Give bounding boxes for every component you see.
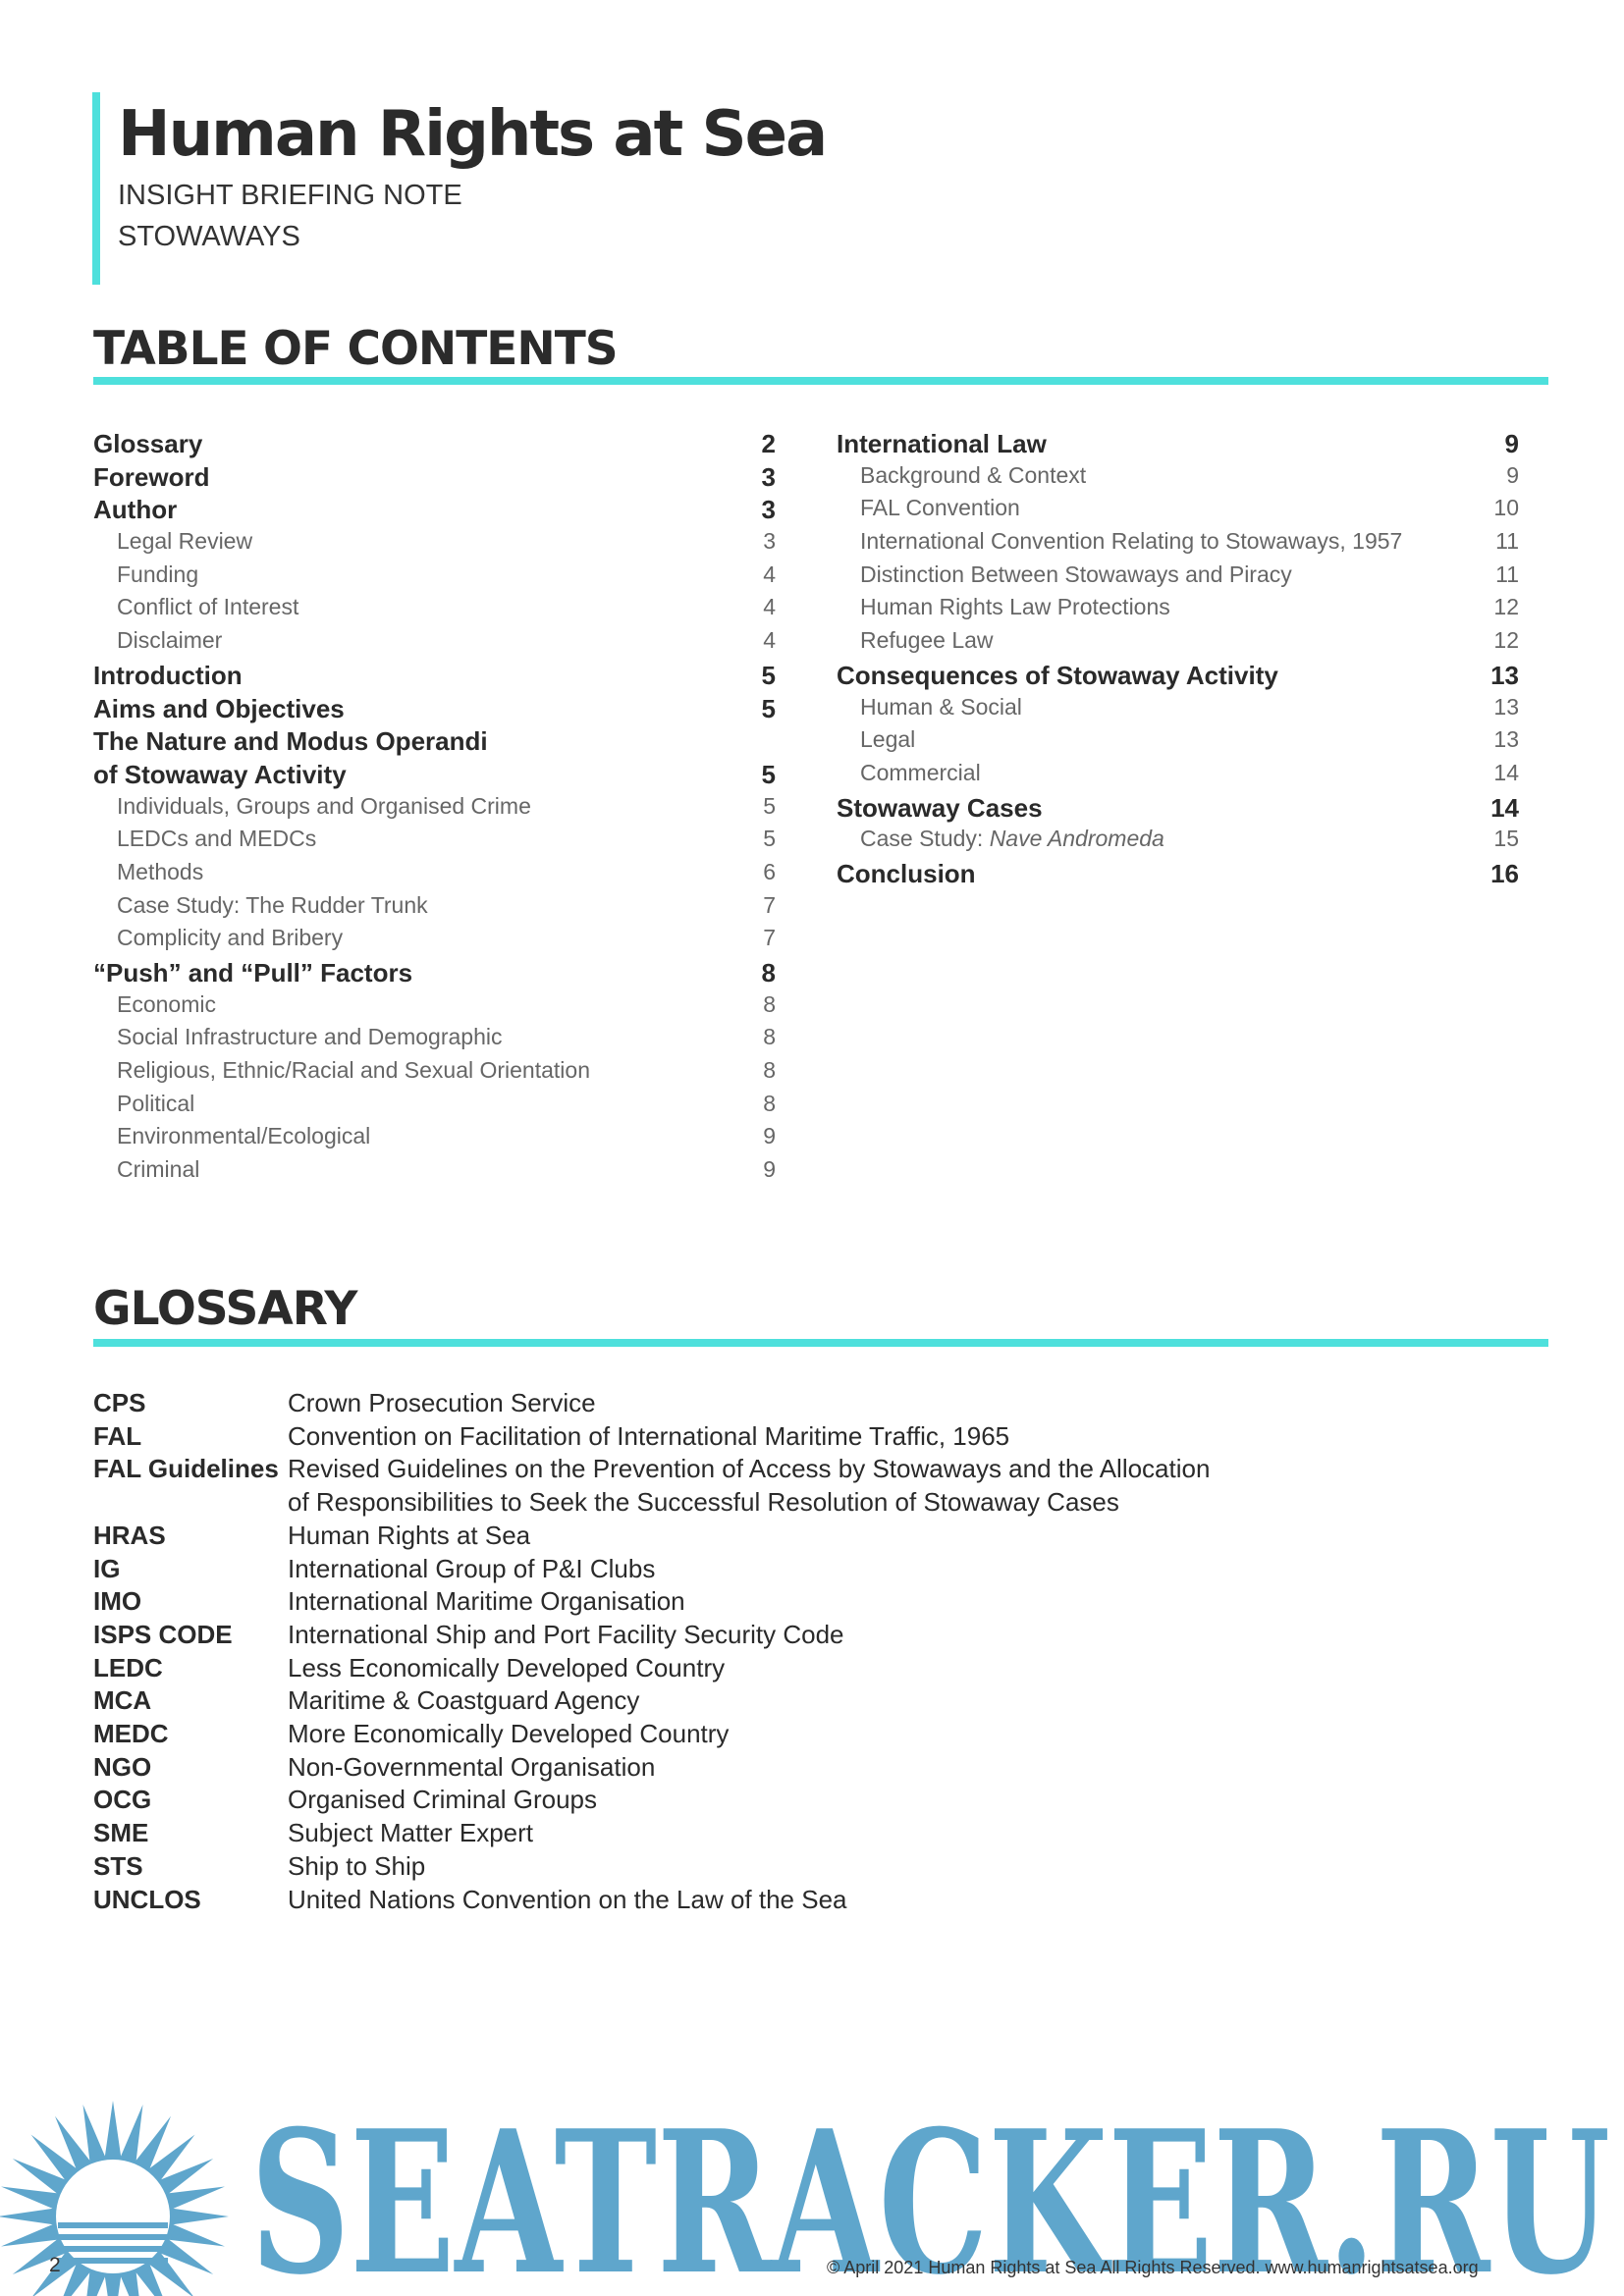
sun-center: [56, 2160, 170, 2273]
glossary-definition: Organised Criminal Groups: [288, 1785, 598, 1815]
sun-wave-line: [58, 2222, 168, 2228]
toc-entry-label: Legal: [860, 726, 916, 753]
toc-entry[interactable]: [93, 726, 776, 760]
toc-entry-page: 7: [763, 925, 776, 951]
toc-entry[interactable]: [93, 1024, 776, 1057]
toc-entry-label: LEDCs and MEDCs: [117, 826, 317, 852]
toc-entry[interactable]: [93, 627, 776, 661]
toc-entry[interactable]: [837, 528, 1519, 561]
toc-entry[interactable]: [837, 726, 1519, 760]
glossary-definition: International Maritime Organisation: [288, 1586, 685, 1617]
toc-entry-label: Criminal: [117, 1156, 200, 1183]
toc-entry-page: 3: [761, 461, 776, 492]
watermark-text: SEATRACKER.RU: [250, 2088, 1610, 2296]
toc-heading: TABLE OF CONTENTS: [93, 322, 618, 376]
toc-entry[interactable]: [93, 991, 776, 1025]
glossary-abbreviation: MEDC: [93, 1719, 169, 1749]
toc-entry-label: International Law: [837, 429, 1047, 458]
glossary-definition: United Nations Convention on the Law of the Sea: [288, 1884, 847, 1914]
glossary-abbreviation: IMO: [93, 1586, 142, 1617]
toc-entry-page: 13: [1493, 693, 1519, 720]
glossary-row: [93, 1684, 1272, 1718]
glossary-row: [93, 1817, 1272, 1850]
glossary-definition: International Ship and Port Facility Security Code: [288, 1619, 844, 1649]
toc-entry[interactable]: [837, 462, 1519, 496]
toc-entry-page: 5: [763, 792, 776, 819]
toc-entry-label: Human Rights Law Protections: [860, 594, 1170, 620]
toc-rule: [93, 377, 1548, 385]
toc-entry[interactable]: [93, 958, 776, 991]
toc-entry-page: 13: [1490, 660, 1519, 690]
toc-entry-page: 14: [1490, 792, 1519, 823]
glossary-rule: [93, 1339, 1548, 1347]
toc-entry-label: Refugee Law: [860, 627, 994, 654]
toc-entry-label: Glossary: [93, 429, 203, 458]
glossary-definition: of Responsibilities to Seek the Successful Resolution of Stowaway Cases: [288, 1487, 1119, 1518]
sun-wave-line: [58, 2246, 168, 2252]
glossary-abbreviation: IG: [93, 1553, 121, 1583]
toc-entry-page: 5: [763, 826, 776, 852]
toc-entry-page: 12: [1493, 627, 1519, 654]
toc-entry-label: Background & Context: [860, 461, 1087, 488]
toc-entry-label: Complicity and Bribery: [117, 925, 344, 951]
glossary-definition: Revised Guidelines on the Prevention of Access by Stowaways and the Allocation: [288, 1454, 1211, 1484]
toc-entry[interactable]: [93, 561, 776, 595]
glossary-definition: Ship to Ship: [288, 1850, 426, 1881]
toc-entry[interactable]: [93, 826, 776, 859]
glossary-definition: Convention on Facilitation of International Maritime Traffic, 1965: [288, 1420, 1010, 1451]
glossary-row: [93, 1784, 1272, 1817]
sun-burst-logo: [0, 2101, 229, 2296]
toc-entry-page: 8: [763, 1024, 776, 1050]
toc-entry[interactable]: [93, 1156, 776, 1190]
glossary-definition: Subject Matter Expert: [288, 1818, 533, 1848]
brand-title: Human Rights at Sea: [118, 98, 827, 171]
toc-entry-page: 2: [761, 429, 776, 458]
toc-entry-page: 11: [1495, 528, 1519, 555]
toc-entry-page: 5: [761, 759, 776, 789]
toc-entry-label: Human & Social: [860, 693, 1022, 720]
glossary-abbreviation: [93, 1486, 288, 1520]
toc-entry-page: 8: [761, 958, 776, 988]
toc-entry-page: 15: [1493, 826, 1519, 852]
toc-entry-page: 9: [763, 1123, 776, 1149]
glossary-list: [93, 1387, 1272, 1916]
toc-entry-page: 6: [763, 858, 776, 884]
toc-entry-label: Economic: [117, 990, 216, 1017]
toc-entry[interactable]: [93, 760, 776, 793]
glossary-abbreviation: MCA: [93, 1685, 152, 1716]
toc-entry-page: 14: [1493, 759, 1519, 785]
toc-entry-label: Religious, Ethnic/Racial and Sexual Orientation: [117, 1057, 590, 1084]
toc-entry[interactable]: [93, 1057, 776, 1091]
toc-entry[interactable]: [93, 429, 776, 462]
glossary-abbreviation: FAL: [93, 1420, 142, 1451]
toc-entry[interactable]: [93, 594, 776, 627]
glossary-definition: Human Rights at Sea: [288, 1520, 531, 1550]
toc-entry-label: Aims and Objectives: [93, 693, 345, 723]
toc-entry[interactable]: [93, 694, 776, 727]
toc-entry[interactable]: [837, 495, 1519, 528]
glossary-definition: Maritime & Coastguard Agency: [288, 1685, 640, 1716]
toc-entry-label: Case Study: Nave Andromeda: [860, 826, 1164, 852]
toc-entry[interactable]: [837, 694, 1519, 727]
toc-entry-page: 5: [761, 660, 776, 690]
toc-entry-page: 8: [763, 990, 776, 1017]
toc-entry[interactable]: [837, 561, 1519, 595]
glossary-definition: Non-Governmental Organisation: [288, 1751, 656, 1782]
toc-entry[interactable]: [93, 793, 776, 827]
glossary-row: [93, 1387, 1272, 1420]
glossary-definition: Less Economically Developed Country: [288, 1652, 726, 1682]
toc-entry[interactable]: [837, 859, 1519, 892]
glossary-row: [93, 1553, 1272, 1586]
toc-right-column: [837, 429, 1519, 892]
toc-entry-page: 8: [763, 1090, 776, 1116]
toc-entry-page: 11: [1495, 561, 1519, 587]
toc-entry-label: of Stowaway Activity: [93, 759, 347, 789]
toc-entry[interactable]: [93, 1123, 776, 1156]
toc-entry-page: 4: [763, 561, 776, 587]
toc-entry[interactable]: [93, 661, 776, 694]
toc-left-column: [93, 429, 776, 1190]
toc-entry-label: Case Study: The Rudder Trunk: [117, 891, 428, 918]
toc-entry-label: FAL Convention: [860, 495, 1020, 521]
glossary-abbreviation: OCG: [93, 1785, 152, 1815]
glossary-row: [93, 1585, 1272, 1619]
glossary-row: [93, 1619, 1272, 1652]
toc-entry-page: 9: [763, 1156, 776, 1183]
toc-entry-label: Legal Review: [117, 528, 253, 555]
toc-entry[interactable]: [93, 925, 776, 958]
toc-entry-label: Funding: [117, 561, 199, 587]
toc-entry-page: 13: [1493, 726, 1519, 753]
glossary-abbreviation: HRAS: [93, 1520, 166, 1550]
glossary-definition: Crown Prosecution Service: [288, 1388, 596, 1417]
toc-entry-page: 4: [763, 627, 776, 654]
footer-copyright: © April 2021 Human Rights at Sea All Rights Reserved. www.humanrightsatsea.org: [827, 2258, 1479, 2277]
glossary-row: [93, 1652, 1272, 1685]
toc-entry[interactable]: [93, 495, 776, 528]
brief-type: INSIGHT BRIEFING NOTE: [118, 180, 462, 211]
toc-entry[interactable]: [93, 528, 776, 561]
toc-entry-page: 9: [1504, 429, 1519, 458]
toc-entry-page: 3: [761, 495, 776, 525]
toc-entry-label: Consequences of Stowaway Activity: [837, 660, 1278, 690]
toc-entry-page: 5: [761, 693, 776, 723]
toc-entry-page: 8: [763, 1057, 776, 1084]
header-block: [92, 92, 826, 285]
toc-entry-page: 10: [1493, 495, 1519, 521]
toc-entry[interactable]: [93, 462, 776, 496]
toc-entry-label: Commercial: [860, 759, 981, 785]
toc-entry-label: Disclaimer: [117, 627, 223, 654]
toc-entry-label: The Nature and Modus Operandi: [93, 726, 488, 757]
toc-entry-page: 3: [763, 528, 776, 555]
toc-entry-page: 4: [763, 594, 776, 620]
toc-entry-page: 16: [1490, 858, 1519, 888]
toc-entry-label: Individuals, Groups and Organised Crime: [117, 792, 531, 819]
toc-entry-label: Foreword: [93, 461, 210, 492]
toc-entry[interactable]: [837, 594, 1519, 627]
glossary-abbreviation: CPS: [93, 1388, 146, 1417]
toc-entry[interactable]: [837, 826, 1519, 859]
toc-entry[interactable]: [837, 793, 1519, 827]
glossary-abbreviation: LEDC: [93, 1652, 163, 1682]
glossary-row: [93, 1453, 1272, 1486]
glossary-heading: GLOSSARY: [93, 1282, 357, 1336]
toc-entry-label: Introduction: [93, 660, 243, 690]
toc-entry[interactable]: [93, 859, 776, 892]
toc-entry[interactable]: [837, 429, 1519, 462]
glossary-row: [93, 1850, 1272, 1884]
glossary-definition: International Group of P&I Clubs: [288, 1553, 656, 1583]
toc-entry-page: 12: [1493, 594, 1519, 620]
toc-entry-label: Conflict of Interest: [117, 594, 299, 620]
glossary-row: [93, 1486, 1272, 1520]
glossary-row: [93, 1520, 1272, 1553]
toc-entry-label: Political: [117, 1090, 195, 1116]
glossary-row: [93, 1751, 1272, 1785]
glossary-abbreviation: UNCLOS: [93, 1884, 201, 1914]
toc-entry-label: Conclusion: [837, 858, 976, 888]
toc-entry-label: Distinction Between Stowaways and Piracy: [860, 561, 1292, 587]
glossary-abbreviation: STS: [93, 1850, 143, 1881]
glossary-abbreviation: SME: [93, 1818, 149, 1848]
toc-entry[interactable]: [93, 1091, 776, 1124]
toc-entry-label: “Push” and “Pull” Factors: [93, 958, 413, 988]
toc-entry-page: 7: [763, 891, 776, 918]
glossary-abbreviation: FAL Guidelines: [93, 1454, 279, 1484]
toc-entry[interactable]: [837, 760, 1519, 793]
toc-entry-page: 9: [1506, 461, 1519, 488]
glossary-row: [93, 1420, 1272, 1454]
brief-topic: STOWAWAYS: [118, 221, 300, 252]
glossary-row: [93, 1884, 1272, 1917]
toc-entry-label: International Convention Relating to Stowaways, 1957: [860, 528, 1403, 555]
sun-wave-line: [58, 2258, 168, 2264]
toc-entry[interactable]: [93, 892, 776, 926]
glossary-row: [93, 1718, 1272, 1751]
toc-entry-label: Author: [93, 495, 178, 525]
toc-entry-label: Social Infrastructure and Demographic: [117, 1024, 503, 1050]
page-number: 2: [49, 2254, 61, 2276]
glossary-abbreviation: ISPS CODE: [93, 1619, 233, 1649]
glossary-abbreviation: NGO: [93, 1751, 152, 1782]
toc-entry-label: Environmental/Ecological: [117, 1123, 371, 1149]
toc-entry-label: Methods: [117, 858, 204, 884]
toc-entry[interactable]: [837, 627, 1519, 661]
glossary-definition: More Economically Developed Country: [288, 1719, 730, 1749]
sun-wave-line: [58, 2234, 168, 2240]
toc-entry-label: Stowaway Cases: [837, 792, 1043, 823]
toc-entry[interactable]: [837, 661, 1519, 694]
